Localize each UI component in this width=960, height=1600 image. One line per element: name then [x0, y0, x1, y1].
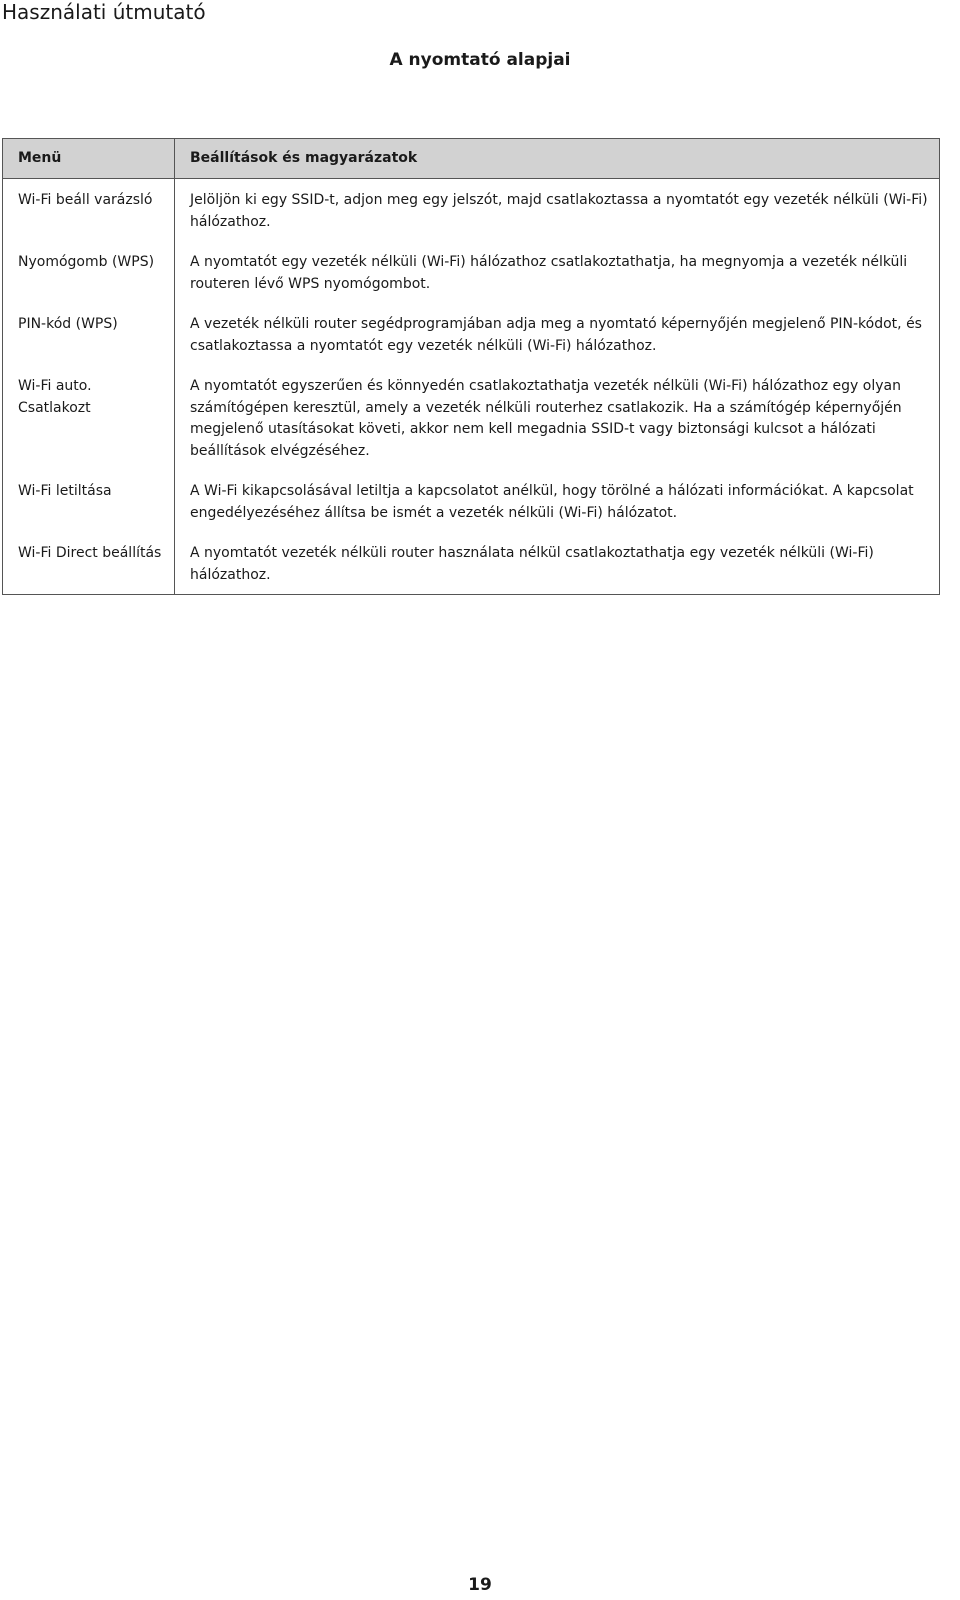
description-cell: A nyomtatót egy vezeték nélküli (Wi-Fi) hálózathoz csatlakoztathatja, ha megnyomja a vezeték nélküli routeren lévő WPS nyomógombot.	[175, 241, 940, 303]
table-row	[3, 179, 940, 242]
description-cell: A Wi-Fi kikapcsolásával letiltja a kapcsolatot anélkül, hogy törölné a hálózati információkat. A kapcsolat engedélyezéséhez állítsa be ismét a vezeték nélküli (Wi-Fi) hálózatot.	[175, 470, 940, 532]
settings-table	[2, 138, 940, 595]
column-header-settings: Beállítások és magyarázatok	[175, 139, 940, 179]
menu-cell: Wi-Fi auto. Csatlakozt	[3, 365, 175, 470]
menu-cell: Nyomógomb (WPS)	[3, 241, 175, 303]
column-header-menu: Menü	[3, 139, 175, 179]
table-row	[3, 532, 940, 595]
table-row	[3, 241, 940, 303]
description-cell: Jelöljön ki egy SSID-t, adjon meg egy jelszót, majd csatlakoztassa a nyomtatót egy vezeték nélküli (Wi-Fi) hálózathoz.	[175, 179, 940, 242]
table-row	[3, 365, 940, 470]
menu-cell: PIN-kód (WPS)	[3, 303, 175, 365]
section-title: A nyomtató alapjai	[389, 50, 571, 70]
menu-cell: Wi-Fi Direct beállítás	[3, 532, 175, 595]
description-cell: A vezeték nélküli router segédprogramjában adja meg a nyomtató képernyőjén megjelenő PIN-kódot, és csatlakoztassa a nyomtatót egy vezeték nélküli (Wi-Fi) hálózathoz.	[175, 303, 940, 365]
document-header: Használati útmutató	[2, 0, 206, 24]
description-cell: A nyomtatót egyszerűen és könnyedén csatlakoztathatja vezeték nélküli (Wi-Fi) hálózathoz egy olyan számítógépen keresztül, amely a vezeték nélküli routerhez csatlakozik. Ha a számítógép képernyőjén megjelenő utasításokat követi, akkor nem kell megadnia SSID-t vagy biztonsági kulcsot a hálózati beállítások elvégzéséhez.	[175, 365, 940, 470]
description-cell: A nyomtatót vezeték nélküli router használata nélkül csatlakoztathatja egy vezeték nélküli (Wi-Fi) hálózathoz.	[175, 532, 940, 595]
menu-cell: Wi-Fi letiltása	[3, 470, 175, 532]
page-number: 19	[468, 1575, 492, 1595]
table-header-row	[3, 139, 940, 179]
table-row	[3, 470, 940, 532]
table-row	[3, 303, 940, 365]
menu-cell: Wi-Fi beáll varázsló	[3, 179, 175, 242]
